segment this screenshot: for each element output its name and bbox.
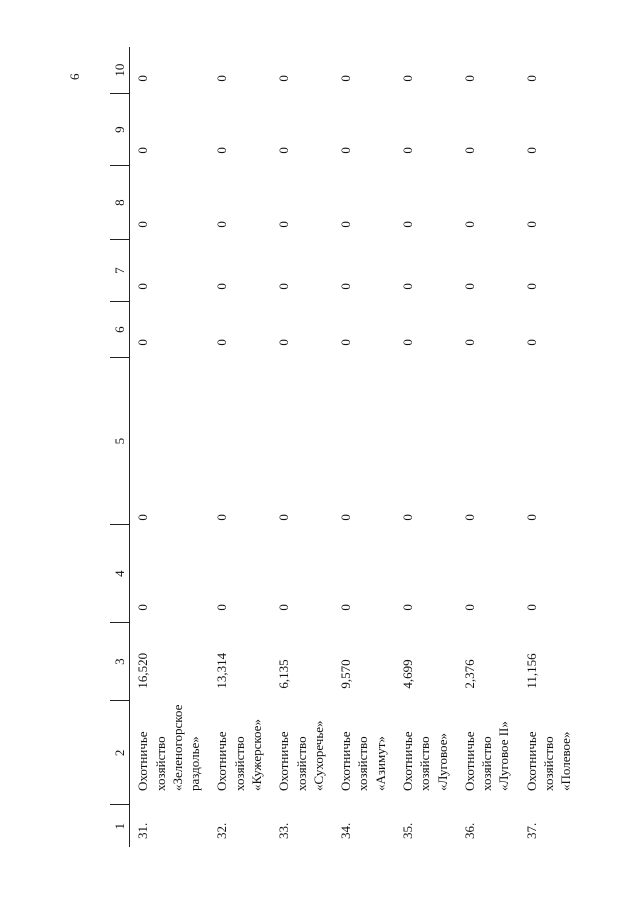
table-cell-col-10: 0 [135, 75, 151, 82]
table-cell-col-2: Охотничье хозяйство «Зеленогорское раздолье» [135, 704, 203, 791]
table-cell-col-1: 36. [461, 822, 477, 839]
table-cell-col-4: 0 [399, 604, 415, 611]
table-cell-col-2: Охотничье хозяйство «Луговое» [399, 731, 450, 791]
table-cell-col-1: 31. [135, 822, 151, 839]
table-cell-col-5: 0 [399, 514, 415, 521]
table-cell-col-8: 0 [523, 221, 539, 228]
table-cell-col-6: 0 [523, 339, 539, 346]
table-row [130, 47, 210, 847]
table-cell-col-3: 11,156 [523, 653, 539, 689]
header-cell-10: 10 [110, 47, 130, 94]
table-cell-col-2: Охотничье хозяйство «Азимут» [338, 731, 388, 791]
table-cell-col-7: 0 [276, 283, 292, 290]
header-cell-7: 7 [110, 240, 130, 302]
table-cell-col-4: 0 [135, 604, 151, 611]
table-cell-col-9: 0 [214, 147, 230, 154]
table-cell-col-10: 0 [338, 75, 354, 82]
table-cell-col-7: 0 [523, 283, 539, 290]
table-cell-col-6: 0 [135, 339, 151, 346]
table-cell-col-5: 0 [461, 514, 477, 521]
table-row [519, 47, 581, 847]
table-cell-col-7: 0 [135, 283, 151, 290]
table-cell-col-8: 0 [276, 221, 292, 228]
header-cell-6: 6 [110, 302, 130, 358]
table-row [271, 47, 333, 847]
table-cell-col-3: 6,135 [276, 659, 292, 689]
table-cell-col-5: 0 [276, 514, 292, 521]
table-cell-col-5: 0 [214, 514, 230, 521]
header-cell-2: 2 [110, 701, 130, 805]
table-cell-col-2: Охотничье хозяйство «Кужерское» [214, 719, 264, 791]
hunting-farms-table [110, 47, 580, 847]
table-cell-col-10: 0 [461, 75, 477, 82]
table-cell-col-4: 0 [276, 604, 292, 611]
table-cell-col-5: 0 [135, 514, 151, 521]
table-row [395, 47, 457, 847]
table-cell-col-4: 0 [461, 604, 477, 611]
table-cell-col-6: 0 [338, 339, 354, 346]
table-cell-col-1: 35. [399, 822, 415, 839]
table-cell-col-3: 13,314 [214, 652, 230, 689]
header-cell-9: 9 [110, 94, 130, 166]
table-cell-col-8: 0 [399, 221, 415, 228]
table-cell-col-10: 0 [399, 75, 415, 82]
table-cell-col-4: 0 [338, 604, 354, 611]
table-cell-col-8: 0 [214, 221, 230, 228]
table-cell-col-2: Охотничье хозяйство «Сухоречье» [276, 720, 326, 791]
table-cell-col-10: 0 [214, 75, 230, 82]
table-cell-col-7: 0 [214, 283, 230, 290]
table-row [333, 47, 395, 847]
table-cell-col-2: Охотничье хозяйство «Полевое» [523, 731, 574, 791]
header-cell-3: 3 [110, 623, 130, 701]
header-cell-4: 4 [110, 525, 130, 623]
table-cell-col-5: 0 [523, 514, 539, 521]
table-cell-col-8: 0 [338, 221, 354, 228]
table-cell-col-10: 0 [276, 75, 292, 82]
table-cell-col-7: 0 [461, 283, 477, 290]
table-cell-col-10: 0 [523, 75, 539, 82]
header-cell-5: 5 [110, 358, 130, 525]
table-cell-col-8: 0 [461, 221, 477, 228]
table-cell-col-1: 32. [214, 822, 230, 839]
table-cell-col-3: 4,699 [399, 659, 415, 689]
table-header-row [110, 47, 130, 847]
table-cell-col-7: 0 [338, 283, 354, 290]
table-cell-col-3: 9,570 [338, 659, 354, 689]
table-cell-col-1: 37. [523, 822, 539, 839]
table-cell-col-1: 34. [338, 822, 354, 839]
table-cell-col-6: 0 [461, 339, 477, 346]
table-cell-col-9: 0 [338, 147, 354, 154]
table-cell-col-8: 0 [135, 221, 151, 228]
table-row [457, 47, 519, 847]
table-cell-col-4: 0 [523, 604, 539, 611]
table-row [209, 47, 271, 847]
table-cell-col-9: 0 [135, 147, 151, 154]
table-cell-col-9: 0 [399, 147, 415, 154]
table-cell-col-9: 0 [276, 147, 292, 154]
table-cell-col-4: 0 [214, 604, 230, 611]
table-cell-col-1: 33. [276, 822, 292, 839]
header-cell-1: 1 [110, 805, 130, 847]
page-number: 6 [67, 73, 82, 80]
table-cell-col-9: 0 [461, 147, 477, 154]
table-cell-col-3: 16,520 [135, 652, 151, 689]
table-cell-col-6: 0 [214, 339, 230, 346]
table-cell-col-2: Охотничье хозяйство «Луговое II» [461, 721, 512, 791]
table-cell-col-9: 0 [523, 147, 539, 154]
table-cell-col-3: 2,376 [461, 659, 477, 689]
table-cell-col-6: 0 [276, 339, 292, 346]
header-cell-8: 8 [110, 166, 130, 240]
table-cell-col-5: 0 [338, 514, 354, 521]
table-body [110, 47, 580, 847]
table-cell-col-6: 0 [399, 339, 415, 346]
table-cell-col-7: 0 [399, 283, 415, 290]
